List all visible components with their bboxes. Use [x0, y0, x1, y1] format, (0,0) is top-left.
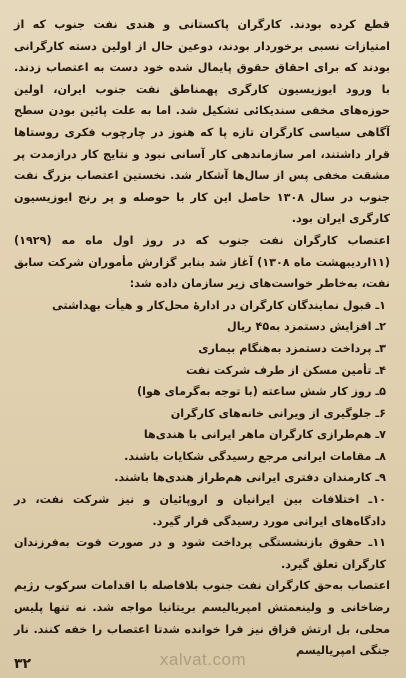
demand-item: ۱۱ـ حقوق بازنشستگی پرداخت شود و در صورت فوت به‌فرزندان کارگران تعلق گیرد. [14, 536, 386, 571]
site-watermark: xalvat.com [159, 650, 247, 669]
page-number: ۳۲ [14, 656, 32, 672]
demand-item: ۵ـ روز کار شش ساعته (با توجه به‌گرمای هوا) [137, 385, 386, 399]
demand-item: ۷ـ هم‌طرازی کارگران ماهر ایرانی با هندی‌ها [143, 428, 386, 442]
paragraph-strike-start: اعتصاب کارگران نفت جنوب که در روز اول ماه مه (۱۹۲۹) (۱۱اردیبهشت ماه ۱۳۰۸) آغاز شد بنابر گزارش مأموران شرکت سابق نفت، به‌خاطر خواست‌های زیر سازمان داده شد: [14, 233, 390, 291]
page-footer [0, 652, 406, 678]
page-text [14, 14, 390, 662]
demand-item: ۳ـ پرداخت دستمزد به‌هنگام بیماری [198, 341, 386, 355]
paragraph-intro: قطع کرده بودند. کارگران پاکستانی و هندی نفت جنوب که از امتیازات نسبی برخوردار بودند، دوعین حال از اولین دسته کارگرانی بودند که برای احقاق حقوق پایمال شده خود دست به اعتصاب زدند. با ورود ایوزیسیون کارگری پهمناطق نفت جنوب ایران، اولین حوزه‌های مخفی سندیکائی تشکیل شد. اما به علت پائین بودن سطح آگاهی سیاسی کارگران تازه پا که هنوز در چارچوب فکری روستاها قرار داشتند، امر سازماندهی کار آسانی نبود و نتایج کار درازمدت پر مشقت مخفی پس از سال‌ها آشکار شد. نخستین اعتصاب بزرگ نفت جنوب در سال ۱۳۰۸ حاصل این کار با حوصله و پر رنج ایوزیسیون کارگری ایران بود. [14, 18, 390, 226]
demand-item: ۱۰ـ اختلافات بین ایرانیان و اروپائیان و نیز شرکت نفت، در دادگاه‌های ایرانی مورد رسیدگی قرار گیرد. [14, 493, 386, 528]
demand-item: ۶ـ جلوگیری از ویرانی خانه‌های کارگران [170, 406, 386, 420]
demand-item: ۸ـ مقامات ایرانی مرجع رسیدگی شکایات باشند. [124, 449, 386, 463]
paragraph-repression: اعتصاب به‌حق کارگران نفت جنوب بلافاصله با اقدامات سرکوب رژیم رضاخانی و ولینعمتش امپریالیسم بریتانیا مواجه شد. نه تنها پلیس محلی، بل ارتش قزاق نیز فرا خوانده شدتا اعتصاب را خفه کنند. نار جنگی امپریالیسم [14, 579, 390, 658]
demand-item: ۹ـ کارمندان دفتری ایرانی هم‌طراز هندی‌ها باشند. [114, 471, 386, 485]
demand-item: ۲ـ افزایش دستمزد به۴۵ ریال [227, 320, 386, 334]
demands-list [14, 295, 390, 576]
demand-item: ۴ـ تأمین مسکن از طرف شرکت نفت [185, 363, 386, 377]
demand-item: ۱ـ قبول نمایندگان کارگران در ادارهٔ محل‌کار و هیأت بهداشتی [52, 298, 386, 312]
